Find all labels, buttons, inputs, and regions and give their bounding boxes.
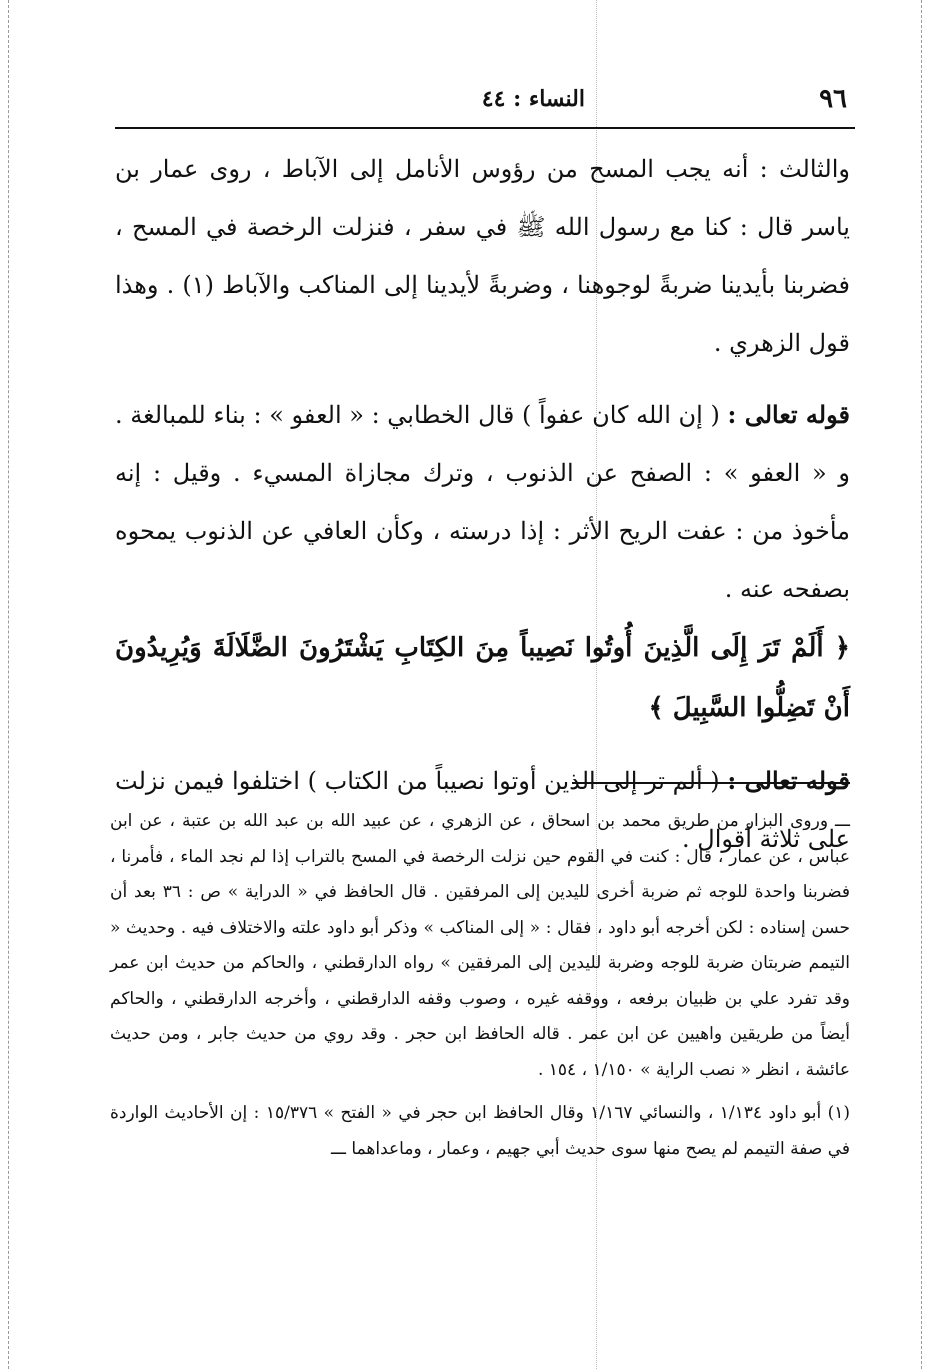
header-rule [115,127,855,129]
page-header [115,84,855,120]
footnote-rule [572,782,850,784]
main-text [115,140,850,868]
footnote-1: (١) أبو داود ١/١٣٤ ، والنسائي ١/١٦٧ وقال الحافظ ابن حجر في « الفتح » ١٥/٣٧٦ : إن الأحاديث الواردة في صفة التيمم لم يصح منها سوى حديث أبي جهيم ، وعمار ، وماعداهما ـــ [110,1103,851,1159]
qawluhu-label: قوله تعالى : [727,400,850,429]
quran-verse: ﴿ أَلَمْ تَرَ إِلَى الَّذِينَ أُوتُوا نَصِيباً مِنَ الكِتَابِ يَشْتَرُونَ الضَّلَالَةَ وَيُرِيدُونَ أَنْ تَضِلُّوا السَّبِيلَ ﴾ [115,633,850,723]
scan-edge-left [8,0,9,1369]
scan-edge-right [921,0,922,1369]
paragraph-third-view: والثالث : أنه يجب المسح من رؤوس الأنامل إلى الآباط ، روى عمار بن ياسر قال : كنا مع رسول الله ﷺ في سفر ، فنزلت الرخصة في المسح ، فضربنا بأيدينا ضربةً لوجوهنا ، وضربةً لأيدينا إلى المناكب والآباط (١) . وهذا قول الزهري . [115,155,851,357]
qawluhu-label: قوله تعالى : [727,766,850,795]
running-title: النساء : ٤٤ [481,86,585,112]
footnote-continued: ـــ وروى البزار من طريق محمد بن اسحاق ، عن الزهري ، عن عبيد الله بن عبد الله بن عتبة ، عن ابن عباس ، عن عمار ، قال : كنت في القوم حين نزلت الرخصة في المسح بالتراب إذا لم نجد الماء ، فأمرنا ، فضربنا واحدة للوجه ثم ضربة أخرى لليدين إلى المرفقين . قال الحافظ في « الدراية » ص : ٣٦ بعد أن حسن إسناده : لكن أخرجه أبو داود ، فقال : « إلى المناكب » وذكر أبو داود علته والاختلاف فيه . وحديث « التيمم ضربتان ضربة للوجه وضربة لليدين إلى المرفقين » رواه الدارقطني ، والحاكم من حديث ابن عمر وقد تفرد علي بن ظبيان برفعه ، ووقفه غيره ، وصوب وقفه الدارقطني ، وأخرجه الدارقطني ، والحاكم أيضاً من طريقين واهيين عن ابن عمر . قاله الحافظ ابن حجر . وقد روي من حديث جابر ، ومن حديث عائشة ، انظر « نصب الراية » ١/١٥٠ ، ١٥٤ . [110,811,850,1080]
paragraph-afw-text: ( إن الله كان عفواً ) قال الخطابي : « العفو » : بناء للمبالغة . و « العفو » : الصفح عن الذنوب ، وترك مجازاة المسيء . وقيل : إنه مأخوذ من : عفت الريح الأثر : إذا درسته ، وكأن العافي عن الذنوب يمحوه بصفحه عنه . [115,401,850,603]
paragraph-afw [115,386,850,618]
page-number: ٩٦ [819,84,847,114]
paragraph-alam-tara-text: ( ألم تر إلى الذين أوتوا نصيباً من الكتاب ) اختلفوا فيمن نزلت على ثلاثة أقوال . [115,767,850,853]
footnotes [110,804,850,1167]
